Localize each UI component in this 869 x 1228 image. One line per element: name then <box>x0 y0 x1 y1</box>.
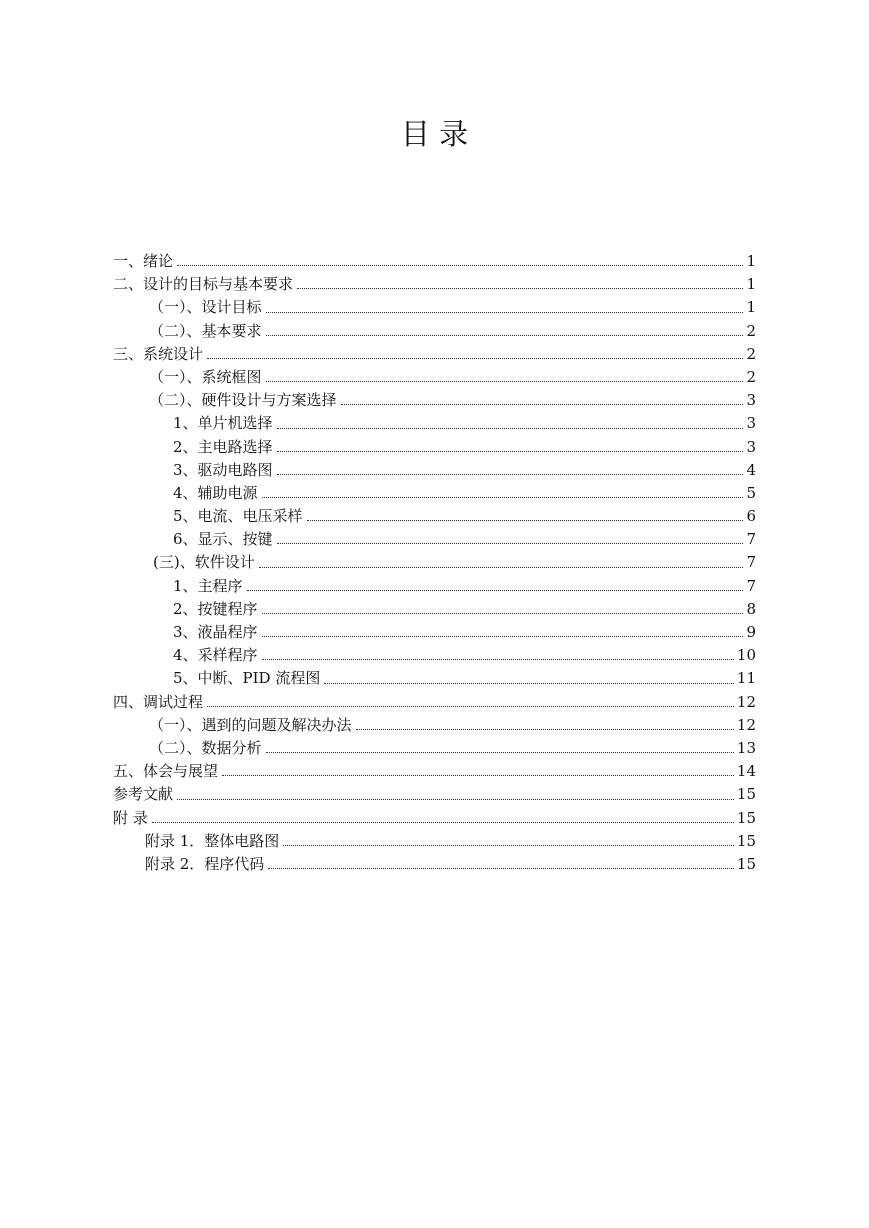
toc-entry[interactable] <box>113 366 756 389</box>
toc-entry-page-number: 15 <box>736 831 756 850</box>
toc-entry-label: （二）、硬件设计与方案选择 <box>149 389 341 412</box>
toc-entry[interactable] <box>113 783 756 806</box>
toc-dot-leader <box>277 542 743 544</box>
toc-entry-label: （一）、系统框图 <box>149 366 266 389</box>
toc-entry-page-number: 15 <box>736 785 756 804</box>
toc-entry-label: 2、按键程序 <box>173 598 262 621</box>
toc-entry-page-number: 10 <box>736 646 756 665</box>
toc-dot-leader <box>277 427 743 429</box>
toc-entry-label: 二、设计的目标与基本要求 <box>113 273 297 296</box>
toc-entry-page-number: 9 <box>746 623 756 641</box>
toc-entry[interactable] <box>113 482 756 505</box>
toc-dot-leader <box>152 821 734 823</box>
toc-dot-leader <box>207 357 743 359</box>
toc-entry-label: 附录 2．程序代码 <box>145 853 268 876</box>
toc-dot-leader <box>277 450 743 452</box>
toc-entry[interactable] <box>113 273 756 296</box>
toc-entry[interactable] <box>113 621 756 644</box>
toc-entry-label: 一、绪论 <box>113 250 177 273</box>
toc-entry-label: 4、辅助电源 <box>173 482 262 505</box>
toc-entry[interactable] <box>113 575 756 598</box>
toc-entry[interactable] <box>113 853 756 876</box>
toc-entry-label: 2、主电路选择 <box>173 436 277 459</box>
toc-entry-label: 5、中断、PID 流程图 <box>173 667 324 690</box>
toc-dot-leader <box>283 844 734 846</box>
toc-entry-page-number: 5 <box>746 483 756 502</box>
page-title: 目 录 <box>400 117 469 151</box>
toc-entry-label: 5、电流、电压采样 <box>173 505 307 528</box>
toc-entry-label: （一）、遇到的问题及解决办法 <box>149 714 356 737</box>
toc-entry[interactable] <box>113 760 756 783</box>
toc-dot-leader <box>262 635 743 637</box>
toc-dot-leader <box>222 774 734 776</box>
toc-dot-leader <box>266 311 743 313</box>
toc-dot-leader <box>266 380 743 382</box>
toc-entry[interactable] <box>113 250 756 273</box>
toc-entry[interactable] <box>113 830 756 853</box>
toc-entry[interactable] <box>113 343 756 366</box>
toc-entry-page-number: 2 <box>746 367 756 386</box>
toc-dot-leader <box>262 658 734 660</box>
toc-entry-page-number: 11 <box>736 669 756 688</box>
toc-entry-label: 3、液晶程序 <box>173 621 262 644</box>
toc-entry-label: （一）、设计目标 <box>149 296 266 319</box>
toc-entry[interactable] <box>113 807 756 830</box>
toc-dot-leader <box>307 519 743 521</box>
toc-entry-label: （二）、数据分析 <box>149 737 266 760</box>
toc-entry-page-number: 1 <box>746 298 756 317</box>
toc-entry[interactable] <box>113 714 756 737</box>
toc-entry-page-number: 1 <box>746 252 756 270</box>
toc-dot-leader <box>324 682 734 684</box>
toc-entry-label: （二）、基本要求 <box>149 320 266 343</box>
toc-dot-leader <box>262 496 743 498</box>
toc-entry[interactable] <box>113 598 756 621</box>
toc-entry-page-number: 13 <box>736 738 756 757</box>
toc-entry[interactable] <box>113 644 756 667</box>
toc-dot-leader <box>266 751 734 753</box>
toc-entry[interactable] <box>113 412 756 435</box>
toc-dot-leader <box>262 612 743 614</box>
toc-entry-label: 1、单片机选择 <box>173 412 277 435</box>
toc-entry-page-number: 3 <box>746 414 756 433</box>
toc-entry-label: 三、系统设计 <box>113 343 207 366</box>
toc-entry[interactable] <box>113 459 756 482</box>
table-of-contents <box>113 250 756 876</box>
toc-entry-page-number: 8 <box>746 599 756 618</box>
toc-dot-leader <box>177 264 743 266</box>
toc-entry-label: 参考文献 <box>113 783 177 806</box>
toc-entry-page-number: 12 <box>736 692 756 711</box>
toc-entry[interactable] <box>113 691 756 714</box>
toc-entry-page-number: 6 <box>746 507 756 526</box>
toc-entry-label: 五、体会与展望 <box>113 760 222 783</box>
toc-dot-leader <box>259 566 743 568</box>
toc-entry[interactable] <box>113 528 756 551</box>
toc-entry-label: 4、采样程序 <box>173 644 262 667</box>
toc-entry-page-number: 2 <box>746 321 756 340</box>
toc-entry[interactable] <box>113 505 756 528</box>
toc-entry-label: 3、驱动电路图 <box>173 459 277 482</box>
toc-dot-leader <box>356 728 734 730</box>
toc-dot-leader <box>266 334 743 336</box>
toc-entry-page-number: 15 <box>736 808 756 827</box>
toc-entry[interactable] <box>113 667 756 690</box>
toc-entry[interactable] <box>113 320 756 343</box>
toc-entry[interactable] <box>113 296 756 319</box>
toc-entry-label: 四、调试过程 <box>113 691 207 714</box>
toc-entry-label: 1、主程序 <box>173 575 247 598</box>
toc-entry-page-number: 7 <box>746 553 756 572</box>
toc-entry-page-number: 7 <box>746 530 756 549</box>
toc-entry[interactable] <box>113 551 756 574</box>
toc-entry-page-number: 15 <box>736 854 756 873</box>
toc-dot-leader <box>177 798 734 800</box>
toc-dot-leader <box>341 403 743 405</box>
toc-entry[interactable] <box>113 436 756 459</box>
toc-dot-leader <box>247 589 743 591</box>
toc-entry-label: (三)、软件设计 <box>153 551 259 574</box>
toc-entry-label: 6、显示、按键 <box>173 528 277 551</box>
toc-entry[interactable] <box>113 737 756 760</box>
toc-entry-label: 附录 1．整体电路图 <box>145 830 283 853</box>
toc-entry-page-number: 12 <box>736 715 756 734</box>
toc-entry-label: 附 录 <box>113 807 152 830</box>
toc-entry-page-number: 14 <box>736 762 756 781</box>
toc-dot-leader <box>297 287 743 289</box>
toc-entry-page-number: 1 <box>746 275 756 294</box>
toc-dot-leader <box>207 705 734 707</box>
toc-entry-page-number: 3 <box>746 391 756 410</box>
toc-entry-page-number: 4 <box>746 460 756 479</box>
toc-entry-page-number: 7 <box>746 576 756 595</box>
toc-entry-page-number: 2 <box>746 344 756 363</box>
toc-entry-page-number: 3 <box>746 437 756 456</box>
toc-dot-leader <box>268 867 734 869</box>
toc-entry[interactable] <box>113 389 756 412</box>
toc-dot-leader <box>277 473 743 475</box>
